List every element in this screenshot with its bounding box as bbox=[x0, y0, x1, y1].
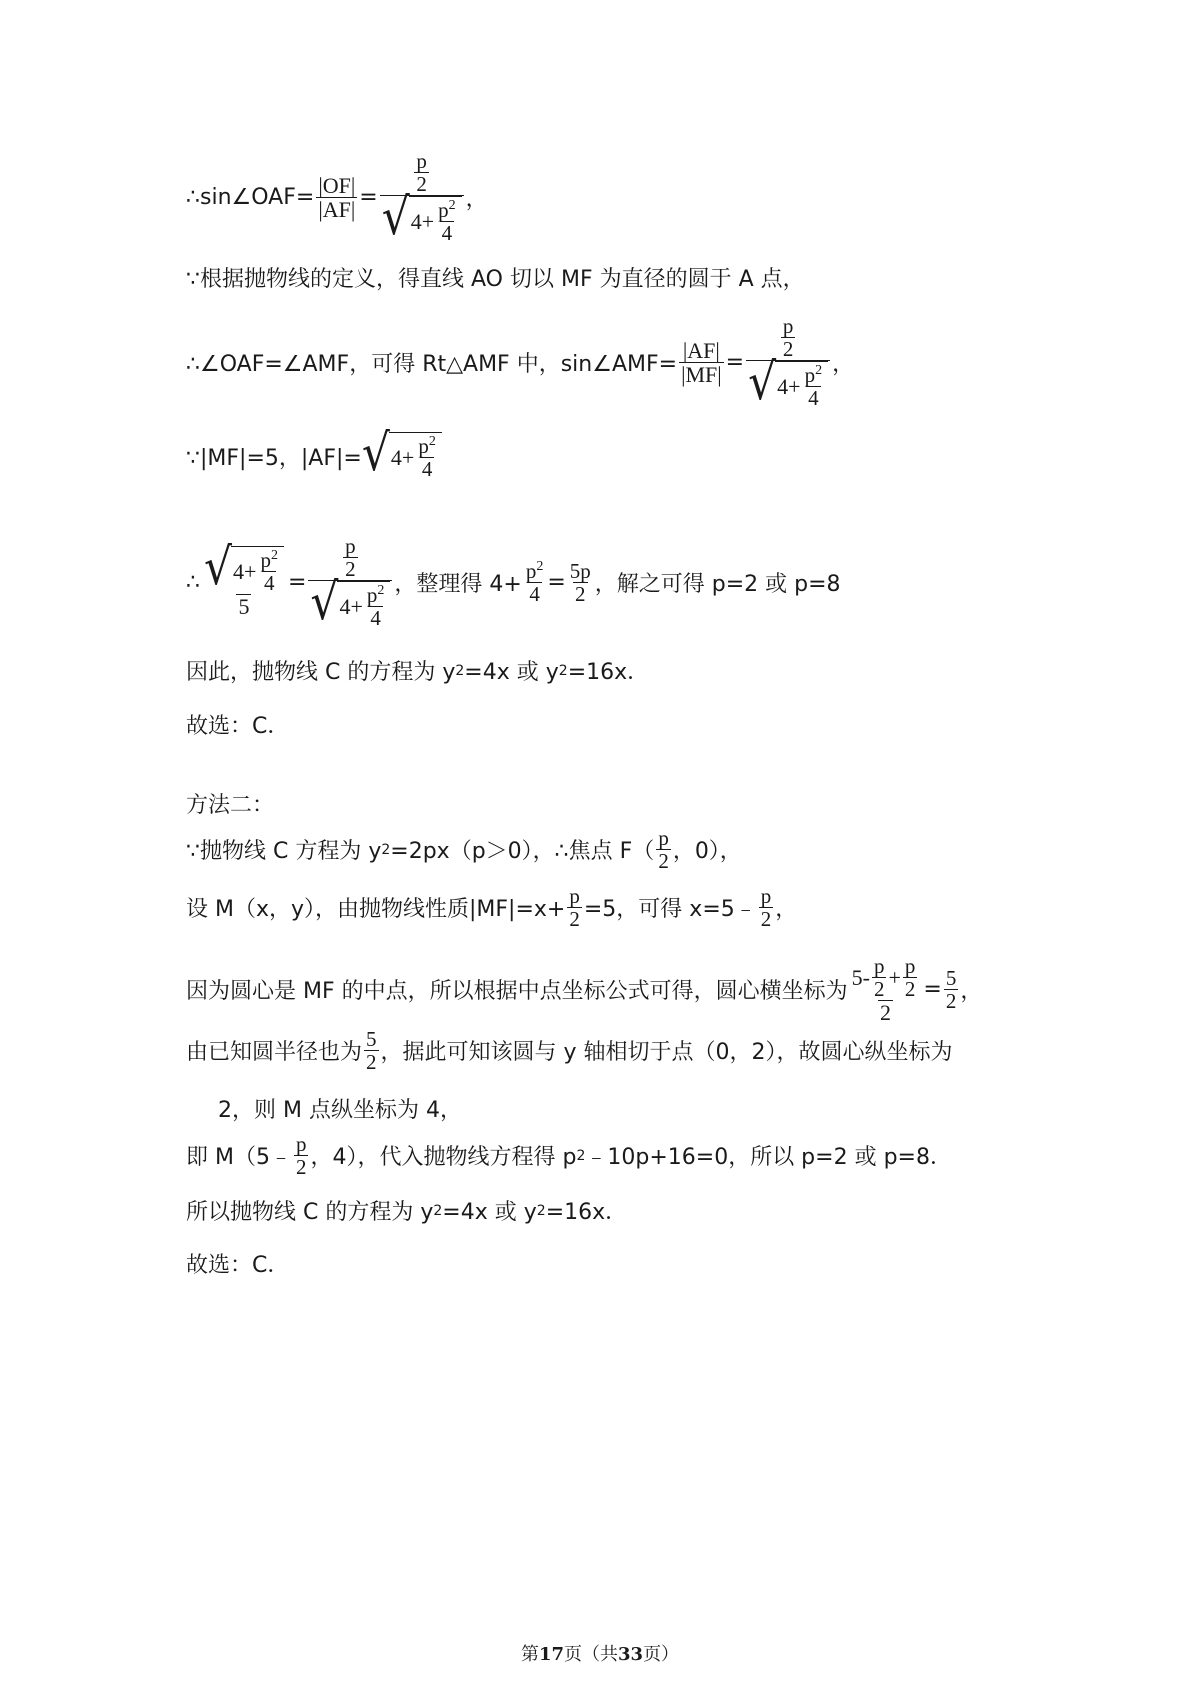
text: =16x． bbox=[545, 1200, 628, 1225]
equals: = bbox=[923, 977, 942, 1003]
p: p bbox=[418, 434, 429, 458]
fraction-p2-over-sqrt bbox=[746, 314, 830, 412]
four: 4 bbox=[370, 606, 381, 631]
equals: = bbox=[547, 569, 566, 595]
denominator: |MF| bbox=[681, 361, 722, 387]
comma: ， bbox=[465, 186, 488, 212]
line-circle-center-x bbox=[186, 955, 982, 1024]
p-over-2 bbox=[903, 955, 918, 1000]
numerator bbox=[777, 315, 800, 360]
fraction-of-af bbox=[316, 174, 357, 221]
sqrt-expr bbox=[204, 537, 284, 597]
text: 故选：C． bbox=[186, 1253, 290, 1278]
fraction-p2-over-sqrt bbox=[308, 534, 392, 632]
therefore: ∴ bbox=[186, 569, 200, 595]
five-p: 5p bbox=[569, 558, 591, 583]
fraction-sqrt-over-5 bbox=[202, 537, 286, 620]
two: 2 bbox=[295, 1155, 307, 1180]
fraction-af-mf bbox=[679, 339, 724, 386]
numerator bbox=[339, 535, 362, 580]
p: p bbox=[569, 884, 580, 908]
exponent: 2 bbox=[536, 558, 544, 574]
text: ，整理得 4+ bbox=[394, 571, 522, 597]
p2-over-4 bbox=[258, 549, 280, 594]
p-over-2 bbox=[872, 955, 887, 1000]
text: ﹣10p+16=0，所以 p=2 或 p=8． bbox=[585, 1145, 952, 1171]
p-squared bbox=[365, 584, 387, 606]
footer-suffix: 页） bbox=[643, 1644, 680, 1665]
two: 2 bbox=[782, 337, 794, 362]
text: ∴sin∠OAF= bbox=[186, 184, 315, 210]
p: p bbox=[295, 1132, 307, 1156]
radical-sign: √ bbox=[748, 352, 777, 412]
p: p bbox=[873, 954, 885, 978]
p-squared bbox=[524, 560, 546, 582]
denominator: |AF| bbox=[318, 196, 356, 222]
p: p bbox=[904, 954, 916, 978]
exponent: 2 bbox=[428, 434, 436, 449]
fraction-p2-over-sqrt bbox=[380, 149, 464, 247]
denominator: 2 bbox=[880, 1000, 891, 1026]
four-plus: 4+ bbox=[777, 374, 801, 400]
radicand bbox=[231, 546, 284, 594]
line-conclusion-1: 因此，抛物线 C 的方程为 y 2 =4x 或 y 2 =16x． bbox=[186, 655, 649, 686]
p-squared bbox=[803, 364, 825, 386]
exponent: 2 bbox=[815, 363, 823, 379]
five: 5 bbox=[945, 966, 957, 991]
numerator bbox=[410, 150, 433, 195]
four: 4 bbox=[263, 571, 275, 596]
four: 4 bbox=[441, 221, 453, 246]
sqrt-expr bbox=[310, 572, 390, 632]
two: 2 bbox=[760, 907, 772, 932]
radicand bbox=[409, 196, 462, 244]
text: ∵抛物线 C 方程为 y bbox=[186, 839, 382, 865]
sqrt-expr bbox=[748, 352, 828, 412]
text: ， bbox=[775, 897, 798, 923]
p2-over-4 bbox=[416, 435, 438, 480]
text: ∴∠OAF=∠AMF，可得 Rt△AMF 中，sin∠AMF= bbox=[186, 351, 678, 377]
line-answer-1 bbox=[186, 709, 289, 740]
denominator bbox=[746, 352, 830, 412]
text: =4x 或 y bbox=[442, 1200, 537, 1225]
line-set-m bbox=[186, 885, 797, 930]
p-squared bbox=[416, 435, 438, 457]
four-plus: 4+ bbox=[233, 559, 257, 584]
p2-over-4 bbox=[436, 199, 458, 244]
line-substitute: 即 M（5﹣ $\frac{p}{2}$ ，4），代入抛物线方程得 p 2 ﹣10p+16=0，所以 p=2 或 p=8． bbox=[186, 1132, 952, 1180]
text: ，据此可知该圆与 y 轴相切于点（0，2），故圆心纵坐标为 bbox=[380, 1040, 953, 1066]
comma: ， bbox=[960, 979, 983, 1005]
total-pages: 33 bbox=[618, 1644, 644, 1665]
two: 2 bbox=[366, 1050, 377, 1075]
line-sin-amf bbox=[186, 314, 855, 412]
p-squared bbox=[258, 549, 280, 571]
exponent: 2 bbox=[377, 583, 385, 599]
text: =2px（p＞0），∴焦点 F（ bbox=[390, 839, 655, 865]
two: 2 bbox=[873, 977, 885, 1002]
text: =16x． bbox=[567, 660, 650, 685]
four-plus: 4+ bbox=[339, 594, 363, 620]
two: 2 bbox=[569, 907, 580, 932]
page-number: 17 bbox=[538, 1644, 564, 1665]
text: 方法二： bbox=[186, 793, 275, 818]
denominator: 5 bbox=[238, 594, 250, 620]
text: =4x 或 y bbox=[464, 660, 559, 685]
fraction-p-over-2 bbox=[567, 885, 582, 930]
p: p bbox=[366, 583, 378, 608]
footer-middle: 页（共 bbox=[564, 1644, 618, 1665]
numerator: |AF| bbox=[682, 337, 720, 363]
p-over-2 bbox=[414, 150, 429, 195]
text: 所以抛物线 C 的方程为 y bbox=[186, 1200, 434, 1225]
numerator: |OF| bbox=[318, 172, 356, 198]
exponent: 2 bbox=[448, 198, 456, 214]
text: ，解之可得 p=2 或 p=8 bbox=[594, 571, 841, 597]
radical-sign: √ bbox=[361, 423, 390, 483]
p-squared bbox=[436, 199, 458, 221]
five-minus: 5- bbox=[851, 965, 870, 990]
line-m-y bbox=[218, 1093, 462, 1124]
text: ∵|MF|=5，|AF|= bbox=[186, 445, 362, 471]
p: p bbox=[438, 198, 449, 223]
sqrt-expr bbox=[361, 423, 442, 483]
fraction-5-over-2 bbox=[944, 967, 959, 1012]
p: p bbox=[782, 314, 794, 338]
p-over-2 bbox=[781, 315, 796, 360]
radical-sign: √ bbox=[310, 572, 339, 632]
line-mf-af bbox=[186, 423, 442, 483]
fraction-p-over-2 bbox=[759, 885, 774, 930]
sqrt-expr bbox=[381, 187, 462, 247]
p: p bbox=[658, 826, 669, 850]
p: p bbox=[804, 363, 816, 388]
line-conclusion-2: 所以抛物线 C 的方程为 y 2 =4x 或 y 2 =16x． bbox=[186, 1195, 627, 1226]
fraction-5p-over-2 bbox=[568, 560, 593, 605]
plus: + bbox=[888, 965, 901, 990]
fraction-p2-over-4 bbox=[524, 560, 546, 605]
line-method-two bbox=[186, 788, 274, 819]
p: p bbox=[260, 548, 271, 572]
denominator bbox=[308, 572, 392, 632]
fraction-midpoint bbox=[850, 955, 922, 1024]
line-definition bbox=[186, 262, 805, 293]
equals: = bbox=[359, 184, 378, 210]
radical-sign: √ bbox=[381, 187, 410, 247]
text: ，4），代入抛物线方程得 p bbox=[310, 1145, 577, 1171]
p: p bbox=[760, 884, 772, 908]
denominator bbox=[380, 187, 464, 247]
four: 4 bbox=[421, 457, 433, 482]
two: 2 bbox=[945, 989, 957, 1014]
four-plus: 4+ bbox=[390, 444, 415, 470]
text: 2，则 M 点纵坐标为 4， bbox=[218, 1098, 462, 1123]
comma: ， bbox=[832, 351, 855, 377]
fraction-5-over-2 bbox=[364, 1028, 379, 1073]
two: 2 bbox=[416, 172, 427, 197]
numerator bbox=[202, 537, 286, 597]
four: 4 bbox=[529, 581, 540, 606]
text: ，0）， bbox=[672, 839, 742, 865]
two: 2 bbox=[904, 977, 916, 1002]
numerator bbox=[850, 955, 922, 1000]
p-over-2 bbox=[343, 535, 358, 580]
four-plus: 4+ bbox=[410, 209, 435, 235]
text: 即 M（5﹣ bbox=[186, 1145, 292, 1171]
p2-over-4 bbox=[803, 364, 825, 409]
radical-sign: √ bbox=[204, 537, 233, 597]
p2-over-4 bbox=[365, 584, 387, 629]
equals: = bbox=[287, 569, 307, 595]
line-answer-2 bbox=[186, 1248, 289, 1279]
p: p bbox=[525, 558, 537, 583]
radicand bbox=[337, 581, 390, 629]
text: 因为圆心是 MF 的中点，所以根据中点坐标公式可得，圆心横坐标为 bbox=[186, 979, 848, 1005]
fraction-p-over-2 bbox=[294, 1133, 309, 1178]
footer-prefix: 第 bbox=[520, 1644, 539, 1665]
five: 5 bbox=[366, 1027, 377, 1051]
radicand bbox=[775, 361, 828, 409]
text: ∵根据抛物线的定义，得直线 AO 切以 MF 为直径的圆于 A 点， bbox=[186, 267, 805, 292]
fraction-p-over-2 bbox=[656, 827, 671, 872]
p: p bbox=[416, 149, 427, 173]
text: =5，可得 x=5﹣ bbox=[583, 897, 757, 923]
line-radius bbox=[186, 1028, 953, 1073]
equals: = bbox=[725, 349, 745, 375]
text: 设 M（x，y），由抛物线性质|MF|=x+ bbox=[186, 897, 566, 923]
line-equation-solve bbox=[186, 534, 841, 632]
text: 由已知圆半径也为 bbox=[186, 1040, 363, 1066]
two: 2 bbox=[575, 581, 586, 606]
p: p bbox=[345, 534, 356, 558]
radicand bbox=[389, 432, 442, 480]
line-focus: ∵抛物线 C 方程为 y 2 =2px（p＞0），∴焦点 F（ $\frac{p}{2}$ ，0）， bbox=[186, 826, 742, 874]
line-sin-oaf bbox=[186, 149, 488, 247]
page-footer bbox=[0, 1640, 1200, 1666]
text: 故选：C． bbox=[186, 714, 290, 739]
two: 2 bbox=[658, 849, 669, 874]
text: 因此，抛物线 C 的方程为 y bbox=[186, 660, 456, 685]
four: 4 bbox=[808, 386, 819, 411]
two: 2 bbox=[345, 557, 356, 582]
exponent: 2 bbox=[270, 548, 278, 563]
